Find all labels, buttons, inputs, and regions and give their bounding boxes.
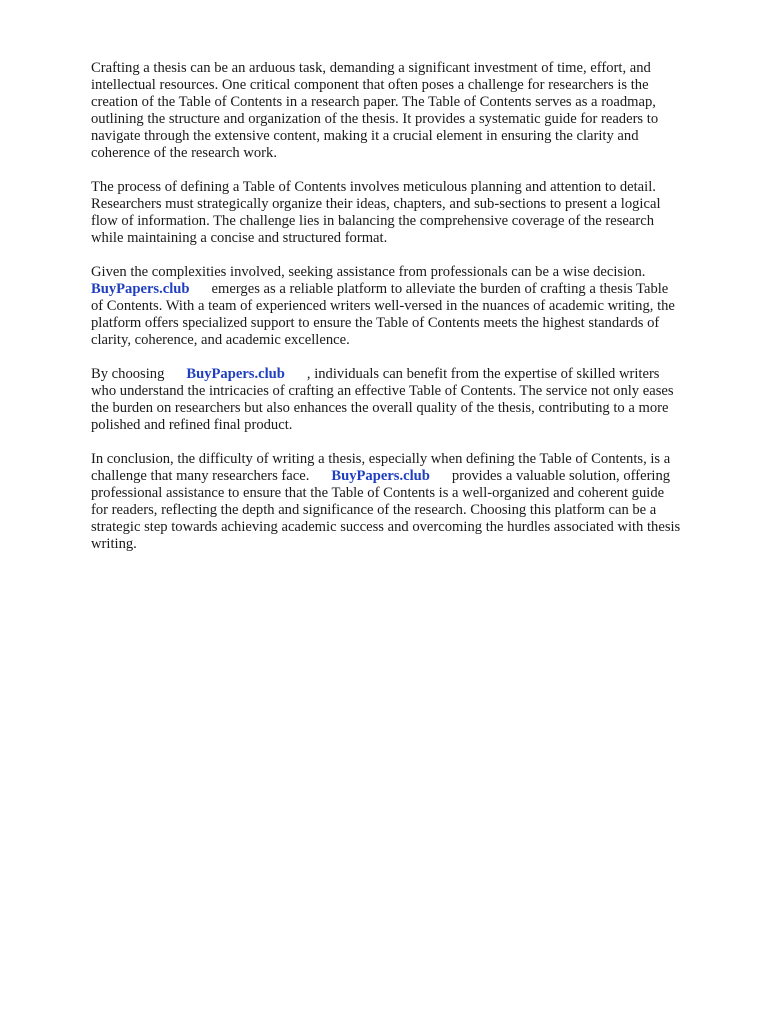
text-line: Given the complexities involved, seeking assistance from professionals can be a wise decision. <box>91 264 646 280</box>
paragraph-choosing <box>91 366 723 434</box>
text-segment: provides a valuable solution, offering <box>451 468 671 484</box>
text-segment: emerges as a reliable platform to alleviate the burden of crafting a thesis Table <box>211 281 669 297</box>
text-line: while maintaining a concise and structured format. <box>91 230 388 246</box>
document-page <box>91 60 723 570</box>
text-line <box>91 366 723 383</box>
text-line: Researchers must strategically organize their ideas, chapters, and sub-sections to present a logical <box>91 196 661 212</box>
text-line <box>91 281 723 298</box>
text-line: of Contents. With a team of experienced writers well-versed in the nuances of academic writing, the <box>91 298 675 314</box>
text-segment: , individuals can benefit from the expertise of skilled writers <box>306 366 660 382</box>
text-line: navigate through the extensive content, making it a crucial element in ensuring the clarity and <box>91 128 639 144</box>
paragraph-conclusion <box>91 451 723 553</box>
text-segment: challenge that many researchers face. <box>91 468 310 484</box>
text-line <box>91 468 723 485</box>
text-line: Crafting a thesis can be an arduous task, demanding a significant investment of time, effort, and <box>91 60 651 76</box>
text-line: The process of defining a Table of Contents involves meticulous planning and attention to detail. <box>91 179 656 195</box>
text-line: polished and refined final product. <box>91 417 293 433</box>
buypapers-link[interactable]: BuyPapers.club <box>331 468 430 484</box>
text-line: writing. <box>91 536 137 552</box>
text-line: for readers, reflecting the depth and significance of the research. Choosing this platform can be a <box>91 502 657 518</box>
paragraph-assistance <box>91 264 723 349</box>
text-line: the burden on researchers but also enhances the overall quality of the thesis, contributing to a more <box>91 400 669 416</box>
text-line: coherence of the research work. <box>91 145 277 161</box>
text-line: flow of information. The challenge lies in balancing the comprehensive coverage of the research <box>91 213 654 229</box>
text-line: professional assistance to ensure that the Table of Contents is a well-organized and coherent guide <box>91 485 665 501</box>
buypapers-link[interactable]: BuyPapers.club <box>91 281 190 297</box>
text-line: outlining the structure and organization of the thesis. It provides a systematic guide for readers to <box>91 111 659 127</box>
text-line: strategic step towards achieving academic success and overcoming the hurdles associated with thesis <box>91 519 681 535</box>
text-line: who understand the intricacies of crafting an effective Table of Contents. The service not only eases <box>91 383 674 399</box>
text-line: clarity, coherence, and academic excellence. <box>91 332 350 348</box>
text-line: creation of the Table of Contents in a research paper. The Table of Contents serves as a roadmap, <box>91 94 656 110</box>
buypapers-link[interactable]: BuyPapers.club <box>186 366 285 382</box>
text-line: platform offers specialized support to ensure the Table of Contents meets the highest standards of <box>91 315 660 331</box>
text-line: intellectual resources. One critical component that often poses a challenge for researchers is the <box>91 77 649 93</box>
paragraph-intro <box>91 60 723 162</box>
text-line: In conclusion, the difficulty of writing a thesis, especially when defining the Table of Contents, is a <box>91 451 671 467</box>
text-segment: By choosing <box>91 366 165 382</box>
paragraph-process <box>91 179 723 247</box>
